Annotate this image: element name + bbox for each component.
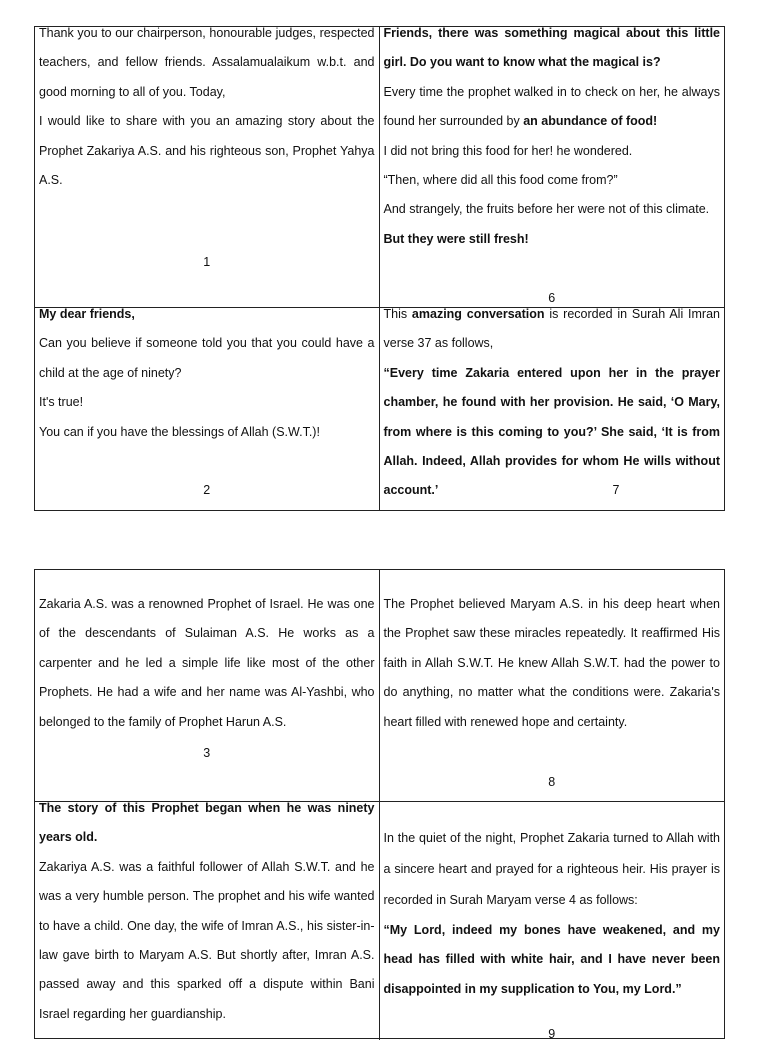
page-number: 6	[548, 291, 556, 305]
table-row	[35, 27, 724, 308]
quran-quote: “Every time Zakaria entered upon her in the prayer chamber, he found with her provision. He said, ‘O Mary, from where is this coming to you?’ She said, ‘It is from Allah. Indeed, Allah provides for whom He wills without account.’	[383, 365, 720, 498]
conversation-text-b: is recorded in Surah Ali Imran verse 37 as follows,	[383, 307, 720, 351]
page-number: 1	[203, 255, 211, 269]
miracles-paragraph: The Prophet believed Maryam A.S. in his deep heart when the Prophet saw these miracles repeatedly. It reaffirmed His faith in Allah S.W.T. He knew Allah S.W.T. had the power to do anything, no matter what the conditions were. Zakaria's heart filled with renewed hope and certainty.	[383, 597, 720, 729]
page-number: 2	[203, 483, 211, 497]
table-row	[35, 802, 724, 1040]
cell-page-8	[380, 570, 725, 801]
conversation-text-a: This	[383, 307, 412, 321]
cell-page-3	[35, 570, 380, 801]
table-row	[35, 570, 724, 802]
intro-paragraph: Thank you to our chairperson, honourable judges, respected teachers, and fellow friends. Assalamualaikum w.b.t. and good morning to all of you. Today,	[39, 26, 375, 99]
table-bottom	[34, 569, 725, 1039]
dear-friends-heading: My dear friends,	[39, 307, 135, 321]
story-began-heading: The story of this Prophet began when he was ninety years old.	[39, 801, 375, 845]
faithful-paragraph: Zakariya A.S. was a faithful follower of Allah S.W.T. and he was a very humble person. The prophet and his wife wanted to have a child. One day, the wife of Imran A.S., his sister-in-law gave birth to Maryam A.S. But shortly after, Imran A.S. passed away and this sparked off a dispute within Bani Israel regarding her guardianship.	[39, 859, 375, 1021]
story-intro-paragraph: I would like to share with you an amazing story about the Prophet Zakariya A.S. and his righteous son, Prophet Yahya A.S.	[39, 114, 375, 188]
abundance-paragraph	[384, 78, 721, 137]
question-paragraph: “Then, where did all this food come from?”	[383, 173, 618, 188]
page-number: 3	[203, 746, 211, 760]
cell-page-2	[35, 308, 380, 510]
true-paragraph: It's true!	[39, 395, 84, 410]
cell-page-6	[380, 27, 725, 307]
page-number: 7	[612, 483, 620, 497]
cell-page-7	[380, 308, 725, 510]
abundance-text: Every time the prophet walked in to check on her, he always found her surrounded by	[383, 84, 720, 129]
page-number: 8	[548, 775, 556, 789]
ninety-paragraph: Can you believe if someone told you that you could have a child at the age of ninety?	[39, 336, 375, 380]
abundance-bold: an abundance of food!	[523, 114, 658, 129]
fruits-paragraph: And strangely, the fruits before her were not of this climate.	[383, 202, 710, 217]
conversation-bold: amazing conversation	[411, 307, 545, 321]
fresh-paragraph: But they were still fresh!	[383, 231, 529, 246]
page-number: 9	[548, 1027, 556, 1041]
prayer-paragraph: In the quiet of the night, Prophet Zakaria turned to Allah with a sincere heart and prayed for a righteous heir. His prayer is recorded in Surah Maryam verse 4 as follows:	[383, 831, 720, 907]
table-top	[34, 26, 725, 511]
cell-page-4	[35, 802, 380, 1040]
zakaria-intro-paragraph: Zakaria A.S. was a renowned Prophet of Israel. He was one of the descendants of Sulaiman A.S. He works as a carpenter and he led a simple life like most of the other Prophets. He had a wife and her name was Al-Yashbi, who belonged to the family of Prophet Harun A.S.	[39, 597, 375, 729]
prayer-quote: “My Lord, indeed my bones have weakened, and my head has filled with white hair, and I have never been disappointed in my supplication to You, my Lord.”	[383, 923, 720, 996]
cell-page-1	[35, 27, 380, 307]
table-row	[35, 308, 724, 510]
blessings-paragraph: You can if you have the blessings of Allah (S.W.T.)!	[39, 424, 320, 439]
magic-heading: Friends, there was something magical about this little girl. Do you want to know what the magical is?	[383, 26, 720, 70]
wonder-paragraph: I did not bring this food for her! he wondered.	[383, 143, 633, 158]
conversation-paragraph	[384, 300, 721, 359]
cell-page-9	[380, 802, 725, 1040]
